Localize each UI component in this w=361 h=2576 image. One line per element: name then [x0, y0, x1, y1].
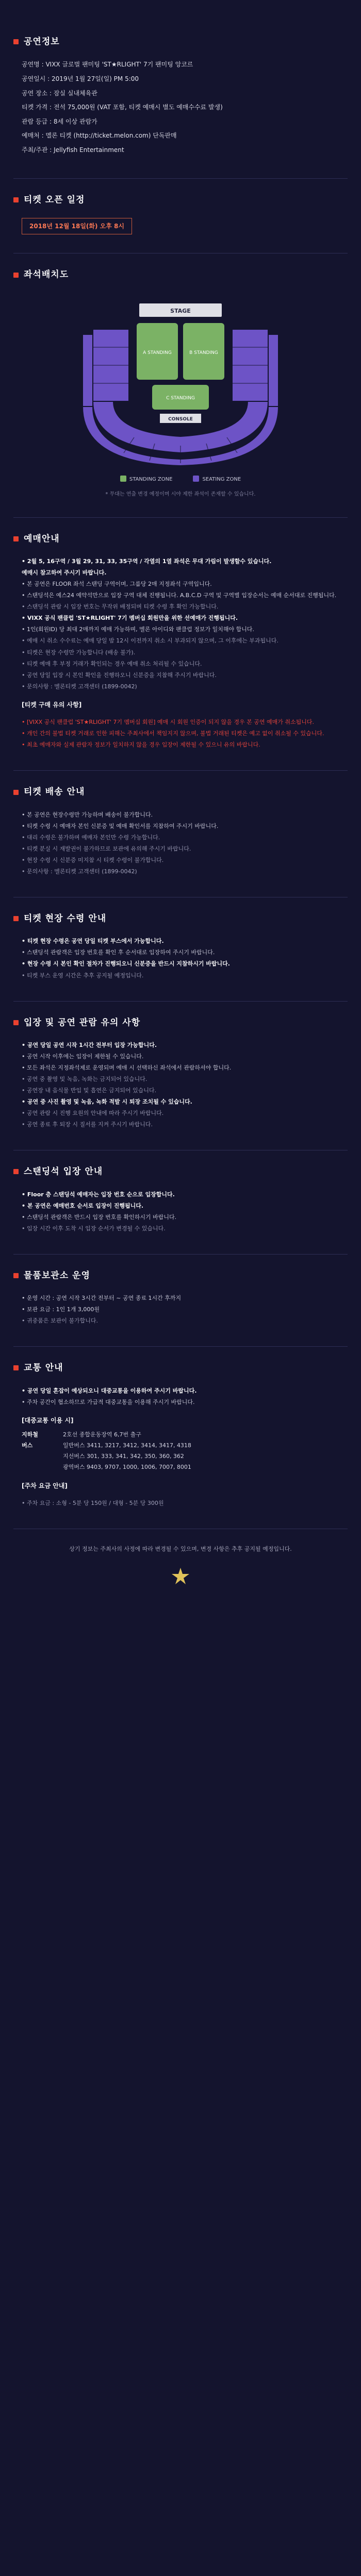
- section-title: 예매안내: [24, 533, 60, 544]
- section-title: 티켓 현장 수령 안내: [24, 913, 107, 924]
- section-marker-icon: [13, 39, 19, 44]
- parking-subhead: [주차 요금 안내]: [22, 1482, 68, 1489]
- booking-line: 예매시 참고하여 주시기 바랍니다.: [22, 569, 107, 577]
- entry-line: • 공연 당일 공연 시작 1시간 전부터 입장 가능합니다.: [22, 1041, 157, 1048]
- seat-map-diagram: [72, 298, 289, 468]
- open-date-badge: 2018년 12월 18일(화) 오후 8시: [22, 218, 132, 235]
- entry-line: • 모든 좌석은 지정좌석제로 운영되며 예매 시 선택하신 좌석에서 관람하셔야 합니다.: [22, 1064, 232, 1072]
- booking-line: • 티켓은 현장 수령만 가능합니다 (배송 불가).: [22, 649, 136, 656]
- entry-line: • 공연 관람 시 진행 요원의 안내에 따라 주시기 바랍니다.: [22, 1110, 164, 1117]
- overview-item: 공연 장소 : 잠실 실내체육관: [22, 89, 97, 97]
- section-title: 좌석배치도: [24, 269, 69, 280]
- standing-swatch-icon: [120, 476, 126, 482]
- transit-key: [22, 1463, 58, 1471]
- transit-subhead: [대중교통 이용 시]: [22, 1416, 74, 1424]
- starlight-logo-icon: [165, 1566, 196, 1586]
- transit-key: 버스: [22, 1442, 33, 1449]
- delivery-line: • 문의사항 : 멜론티켓 고객센터 (1899-0042): [22, 868, 137, 875]
- section-marker-icon: [13, 273, 19, 278]
- legend-seating: [193, 476, 241, 484]
- overview-item: 예매처 : 멜론 티켓 (http://ticket.melon.com) 단독판매: [22, 132, 177, 140]
- transit-key: [22, 1452, 58, 1461]
- section-marker-icon: [13, 197, 19, 202]
- warning-line: • 최초 예매자와 실제 관람자 정보가 일치하지 않을 경우 입장이 제한될 수 있으니 유의 바랍니다.: [22, 741, 260, 749]
- standing-line: • 본 공연은 예매번호 순서로 입장이 진행됩니다.: [22, 1202, 144, 1209]
- transport-header: [13, 1361, 348, 1375]
- delivery-line: • 본 공연은 현장수령만 가능하며 배송이 불가합니다.: [22, 811, 153, 818]
- transit-value: 광역버스 9403, 9707, 1000, 1006, 7007, 8001: [63, 1464, 191, 1471]
- storage-section: [13, 1254, 348, 1346]
- booking-line: • 티켓 예매 후 부정 거래가 확인되는 경우 예매 취소 처리될 수 있습니다.: [22, 660, 202, 667]
- overview-item: 티켓 가격 : 전석 75,000원 (VAT 포함, 티켓 예매시 별도 예매수수료 발생): [22, 104, 223, 111]
- transit-value: 2호선 종합운동장역 6,7번 출구: [63, 1431, 141, 1438]
- booking-section: [13, 517, 348, 771]
- transit-value: 일반버스 3411, 3217, 3412, 3414, 3417, 4318: [63, 1442, 191, 1449]
- booking-line: • 본 공연은 FLOOR 좌석 스탠딩 구역이며, 그룹당 2매 지정좌석 구역입니다.: [22, 581, 212, 588]
- transport-body: [22, 1386, 348, 1406]
- seat-map: [13, 293, 348, 468]
- booking-line: • 공연 당일 입장 시 본인 확인을 진행하오니 신분증을 지참해 주시기 바랍니다.: [22, 671, 217, 679]
- pickup-line: • 티켓 부스 운영 시간은 추후 공지될 예정입니다.: [22, 972, 144, 979]
- standing-guide-body: [22, 1190, 348, 1233]
- legend-standing-label: STANDING ZONE: [129, 476, 173, 482]
- entry-line: • 공연 시작 이후에는 입장이 제한될 수 있습니다.: [22, 1053, 144, 1060]
- warning-line: • 개인 간의 불법 티켓 거래로 인한 피해는 주최사에서 책임지지 않으며, 불법 거래된 티켓은 예고 없이 취소될 수 있습니다.: [22, 730, 324, 737]
- delivery-line: • 대리 수령은 불가하며 예매자 본인만 수령 가능합니다.: [22, 834, 160, 841]
- overview-section: [13, 21, 348, 178]
- booking-line: • 문의사항 : 멜론티켓 고객센터 (1899-0042): [22, 683, 137, 690]
- seat-note: * 무대는 연출 변경 예정이며 시야 제한 좌석이 존재할 수 있습니다.: [105, 492, 256, 498]
- booking-line: • VIXX 공식 팬클럽 'ST★RLIGHT' 7기 멤버십 회원만을 위한 선예매가 진행됩니다.: [22, 615, 238, 622]
- transit-row: [22, 1463, 348, 1471]
- delivery-line: • 현장 수령 시 신분증 미지참 시 티켓 수령이 불가합니다.: [22, 856, 164, 863]
- transport-line: • 공연 당일 혼잡이 예상되오니 대중교통을 이용하여 주시기 바랍니다.: [22, 1387, 197, 1394]
- section-title: 공연정보: [24, 37, 60, 47]
- section-marker-icon: [13, 790, 19, 795]
- section-marker-icon: [13, 1020, 19, 1025]
- entry-line: • 공연 종료 후 퇴장 시 질서를 지켜 주시기 바랍니다.: [22, 1121, 153, 1128]
- delivery-section: [13, 770, 348, 897]
- overview-item: 공연일시 : 2019년 1월 27일(일) PM 5:00: [22, 75, 139, 82]
- storage-header: [13, 1269, 348, 1282]
- seat-legend: [13, 476, 348, 484]
- storage-line: • 귀중품은 보관이 불가합니다.: [22, 1317, 98, 1325]
- section-title: 스탠딩석 입장 안내: [24, 1166, 103, 1177]
- pickup-line: • 티켓 현장 수령은 공연 당일 티켓 부스에서 가능합니다.: [22, 938, 164, 945]
- parking-line: • 주차 요금 : 소형 - 5분 당 150원 / 대형 - 5분 당 300원: [22, 1500, 164, 1507]
- section-title: 교통 안내: [24, 1363, 63, 1374]
- standing-line: • 입장 시간 이후 도착 시 입장 순서가 변경될 수 있습니다.: [22, 1225, 166, 1232]
- section-marker-icon: [13, 1365, 19, 1370]
- storage-body: [22, 1294, 348, 1325]
- overview-item: 주최/주관 : Jellyfish Entertainment: [22, 146, 124, 154]
- logo: [13, 1553, 348, 1586]
- overview-header: [13, 35, 348, 48]
- section-marker-icon: [13, 916, 19, 921]
- storage-line: • 보관 요금 : 1인 1개 3,000원: [22, 1306, 100, 1313]
- transport-section: [13, 1346, 348, 1529]
- transit-key: 지하철: [22, 1431, 38, 1438]
- delivery-header: [13, 785, 348, 799]
- footer-text: 상기 정보는 주최사의 사정에 따라 변경될 수 있으며, 변경 사항은 추후 공지될 예정입니다.: [69, 1546, 292, 1553]
- delivery-line: • 티켓 수령 시 예매자 본인 신분증 및 예매 확인서를 지참하여 주시기 바랍니다.: [22, 822, 219, 829]
- booking-subhead: [티켓 구매 유의 사항]: [22, 701, 82, 708]
- booking-warnings: [22, 718, 348, 749]
- booking-line: • 1인(회원ID) 당 최대 2매까지 예매 가능하며, 멜론 아이디와 팬클럽 정보가 일치해야 합니다.: [22, 626, 255, 633]
- overview-item: 관람 등급 : 8세 이상 관람가: [22, 117, 97, 125]
- section-marker-icon: [13, 1169, 19, 1174]
- console-label: CONSOLE: [168, 416, 193, 422]
- warning-line: • [VIXX 공식 팬클럽 'ST★RLIGHT' 7기 멤버십 회원] 예매 시 회원 인증이 되지 않을 경우 본 공연 예매가 취소됩니다.: [22, 719, 315, 726]
- legend-standing: [120, 476, 173, 484]
- transit-row: [22, 1452, 348, 1461]
- transit-value: 지선버스 301, 333, 341, 342, 350, 360, 362: [63, 1453, 184, 1460]
- transit-row: [22, 1441, 348, 1450]
- standing-line: • Floor 층 스탠딩석 예매자는 입장 번호 순으로 입장합니다.: [22, 1191, 175, 1198]
- transit-table: [22, 1430, 348, 1471]
- legend-seating-label: SEATING ZONE: [202, 476, 241, 482]
- pickup-header: [13, 912, 348, 925]
- schedule-section: [13, 178, 348, 253]
- standing-guide-section: [13, 1150, 348, 1254]
- booking-line: • 스탠딩석 관람 시 입장 번호는 무작위 배정되며 티켓 수령 후 확인 가능합니다.: [22, 603, 219, 611]
- pickup-line: • 현장 수령 시 본인 확인 절차가 진행되오니 신분증을 반드시 지참하시기 바랍니다.: [22, 960, 230, 968]
- section-marker-icon: [13, 1273, 19, 1278]
- transit-row: [22, 1430, 348, 1439]
- standing-line: • 스탠딩석 관람객은 반드시 입장 번호를 확인하시기 바랍니다.: [22, 1213, 177, 1221]
- section-marker-icon: [13, 536, 19, 541]
- entry-body: [22, 1041, 348, 1129]
- standing-guide-header: [13, 1165, 348, 1178]
- section-title: 티켓 오픈 일정: [24, 194, 85, 205]
- storage-line: • 운영 시간 : 공연 시작 3시간 전부터 ~ 공연 종료 1시간 후까지: [22, 1295, 182, 1302]
- section-title: 물품보관소 운영: [24, 1270, 90, 1281]
- booking-body: [22, 557, 348, 691]
- entry-line: • 공연 중 사진 촬영 및 녹음, 녹화 적발 시 퇴장 조치될 수 있습니다.: [22, 1098, 192, 1106]
- delivery-line: • 티켓 분실 시 재발권이 불가하므로 보관에 유의해 주시기 바랍니다.: [22, 845, 191, 852]
- booking-line: • 예매 시 취소 수수료는 예매 당일 밤 12시 이전까지 취소 시 부과되지 않으며, 그 이후에는 부과됩니다.: [22, 637, 278, 645]
- overview-list: [13, 60, 348, 155]
- entry-header: [13, 1016, 348, 1029]
- transport-line: • 주차 공간이 협소하므로 가급적 대중교통을 이용해 주시기 바랍니다.: [22, 1398, 195, 1405]
- footer-note: [13, 1529, 348, 1591]
- schedule-header: [13, 193, 348, 207]
- booking-line: • 스탠딩석은 예스24 예약석만으로 입장 구역 대체 진행됩니다. A.B.C.D 구역 및 구역별 입장순서는 예매 순서대로 진행됩니다.: [22, 592, 337, 599]
- entry-line: • 공연 중 촬영 및 녹음, 녹화는 금지되어 있습니다.: [22, 1076, 147, 1083]
- booking-line: • 2월 5, 16구역 / 3월 29, 31, 33, 35구역 / 각열의 1열 좌석은 무대 가림이 발생할수 있습니다.: [22, 558, 272, 565]
- parking-body: [22, 1499, 348, 1507]
- seating-section: [13, 253, 348, 517]
- standing-b-label: B STANDING: [189, 350, 218, 355]
- section-title: 입장 및 공연 관람 유의 사항: [24, 1017, 141, 1028]
- standing-c-label: C STANDING: [166, 395, 195, 401]
- seating-header: [13, 268, 348, 281]
- pickup-body: [22, 937, 348, 979]
- pickup-section: [13, 897, 348, 1001]
- overview-item: 공연명 : VIXX 글로벌 팬미팅 'ST★RLIGHT' 7기 팬미팅 앙코르: [22, 61, 193, 69]
- booking-header: [13, 532, 348, 546]
- entry-line: • 공연장 내 음식물 반입 및 흡연은 금지되어 있습니다.: [22, 1087, 157, 1094]
- seating-swatch-icon: [193, 476, 199, 482]
- entry-section: [13, 1001, 348, 1150]
- delivery-body: [22, 810, 348, 876]
- stage-label: STAGE: [170, 307, 191, 314]
- pickup-line: • 스탠딩석 관람객은 입장 번호를 확인 후 순서대로 입장하여 주시기 바랍니다.: [22, 949, 215, 956]
- section-title: 티켓 배송 안내: [24, 787, 85, 798]
- standing-a-label: A STANDING: [143, 350, 172, 355]
